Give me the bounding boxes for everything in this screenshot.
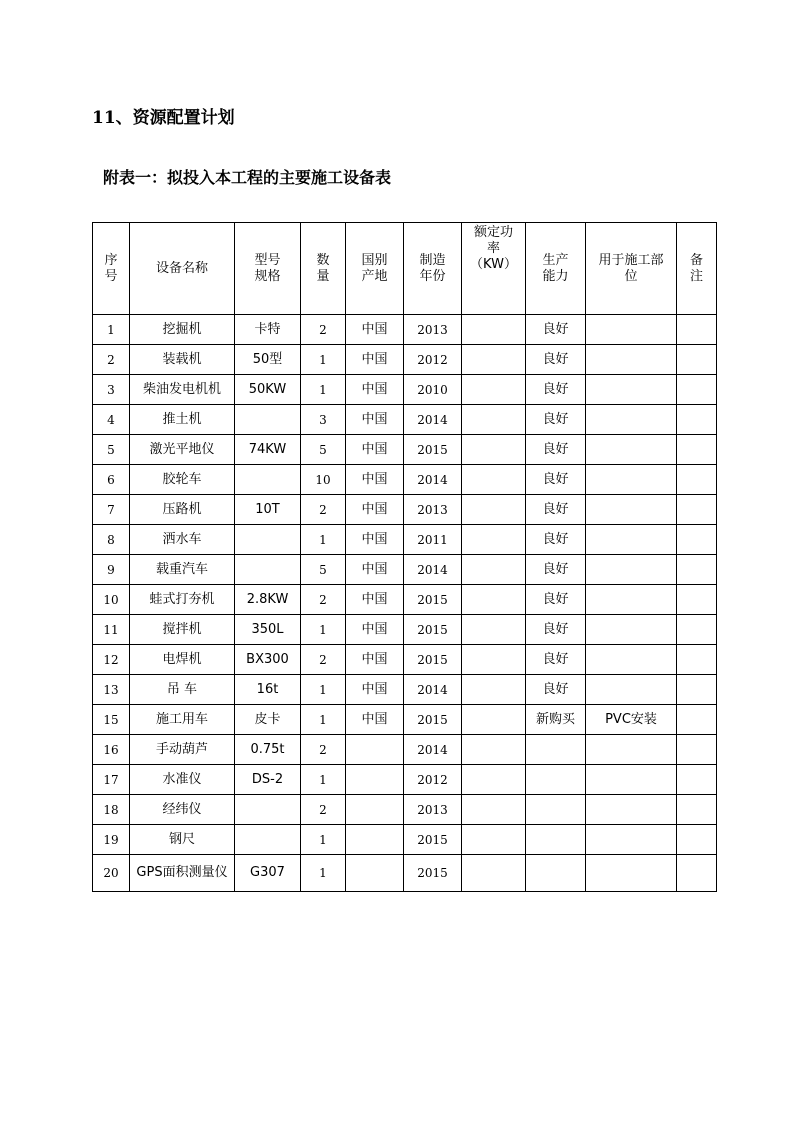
cell-year: 2015 — [404, 645, 462, 675]
cell-origin — [346, 855, 404, 892]
cell-power — [462, 675, 526, 705]
cell-remark — [677, 765, 717, 795]
header-cell-remark: 备 注 — [677, 223, 717, 315]
cell-location — [586, 585, 677, 615]
cell-capacity — [526, 795, 586, 825]
cell-name: 挖掘机 — [130, 315, 235, 345]
cell-origin — [346, 735, 404, 765]
cell-name: 蛙式打夯机 — [130, 585, 235, 615]
cell-location — [586, 615, 677, 645]
cell-location — [586, 795, 677, 825]
cell-name: 胶轮车 — [130, 465, 235, 495]
cell-capacity: 良好 — [526, 615, 586, 645]
cell-remark — [677, 495, 717, 525]
cell-year: 2014 — [404, 735, 462, 765]
cell-location — [586, 495, 677, 525]
header-cell-quantity: 数 量 — [301, 223, 346, 315]
cell-year: 2013 — [404, 795, 462, 825]
header-cell-year: 制造 年份 — [404, 223, 462, 315]
table-row — [93, 465, 717, 495]
cell-model: 74KW — [235, 435, 301, 465]
table-row — [93, 375, 717, 405]
cell-model: 50KW — [235, 375, 301, 405]
cell-origin: 中国 — [346, 705, 404, 735]
header-cell-name: 设备名称 — [130, 223, 235, 315]
table-row — [93, 525, 717, 555]
cell-model — [235, 465, 301, 495]
cell-location — [586, 375, 677, 405]
cell-capacity: 良好 — [526, 585, 586, 615]
cell-index: 16 — [93, 735, 130, 765]
table-row — [93, 555, 717, 585]
cell-quantity: 1 — [301, 345, 346, 375]
cell-name: 搅拌机 — [130, 615, 235, 645]
cell-quantity: 1 — [301, 525, 346, 555]
cell-capacity: 良好 — [526, 345, 586, 375]
cell-power — [462, 645, 526, 675]
cell-quantity: 3 — [301, 405, 346, 435]
cell-capacity: 良好 — [526, 525, 586, 555]
cell-model: 350L — [235, 615, 301, 645]
cell-index: 6 — [93, 465, 130, 495]
cell-capacity: 良好 — [526, 495, 586, 525]
cell-year: 2015 — [404, 705, 462, 735]
cell-index: 15 — [93, 705, 130, 735]
cell-model: 0.75t — [235, 735, 301, 765]
cell-model: 皮卡 — [235, 705, 301, 735]
equipment-table-body — [93, 223, 717, 892]
table-header-row — [93, 223, 717, 315]
equipment-table — [92, 222, 717, 892]
header-cell-model: 型号 规格 — [235, 223, 301, 315]
table-row — [93, 855, 717, 892]
cell-year: 2014 — [404, 555, 462, 585]
cell-location — [586, 825, 677, 855]
cell-origin: 中国 — [346, 525, 404, 555]
table-row — [93, 675, 717, 705]
cell-model: 10T — [235, 495, 301, 525]
cell-remark — [677, 555, 717, 585]
cell-model: DS-2 — [235, 765, 301, 795]
cell-quantity: 2 — [301, 495, 346, 525]
cell-remark — [677, 735, 717, 765]
cell-name: 推土机 — [130, 405, 235, 435]
cell-year: 2015 — [404, 855, 462, 892]
cell-quantity: 10 — [301, 465, 346, 495]
header-cell-index: 序 号 — [93, 223, 130, 315]
header-cell-origin: 国别 产地 — [346, 223, 404, 315]
cell-year: 2015 — [404, 435, 462, 465]
cell-quantity: 1 — [301, 855, 346, 892]
cell-name: 柴油发电机机 — [130, 375, 235, 405]
cell-location — [586, 345, 677, 375]
cell-model — [235, 825, 301, 855]
cell-origin: 中国 — [346, 315, 404, 345]
cell-remark — [677, 465, 717, 495]
cell-capacity: 良好 — [526, 435, 586, 465]
cell-quantity: 1 — [301, 765, 346, 795]
cell-year: 2014 — [404, 405, 462, 435]
cell-power — [462, 735, 526, 765]
cell-name: 吊 车 — [130, 675, 235, 705]
cell-index: 20 — [93, 855, 130, 892]
cell-origin: 中国 — [346, 465, 404, 495]
cell-location — [586, 405, 677, 435]
header-cell-capacity: 生产 能力 — [526, 223, 586, 315]
table-row — [93, 795, 717, 825]
cell-name: GPS面积测量仪 — [130, 855, 235, 892]
table-caption: 附表一：拟投入本工程的主要施工设备表 — [103, 168, 392, 187]
cell-location — [586, 555, 677, 585]
cell-remark — [677, 435, 717, 465]
cell-year: 2012 — [404, 765, 462, 795]
cell-capacity — [526, 855, 586, 892]
cell-quantity: 2 — [301, 645, 346, 675]
cell-year: 2015 — [404, 615, 462, 645]
cell-location — [586, 465, 677, 495]
header-cell-power: 额定功 率 （KW） — [462, 223, 526, 315]
cell-name: 手动葫芦 — [130, 735, 235, 765]
cell-location — [586, 675, 677, 705]
cell-index: 5 — [93, 435, 130, 465]
cell-capacity — [526, 765, 586, 795]
cell-name: 施工用车 — [130, 705, 235, 735]
cell-remark — [677, 855, 717, 892]
cell-location — [586, 315, 677, 345]
cell-location — [586, 855, 677, 892]
cell-remark — [677, 615, 717, 645]
cell-name: 载重汽车 — [130, 555, 235, 585]
table-row — [93, 435, 717, 465]
cell-location — [586, 735, 677, 765]
cell-power — [462, 435, 526, 465]
cell-remark — [677, 675, 717, 705]
cell-location — [586, 645, 677, 675]
cell-capacity: 良好 — [526, 465, 586, 495]
table-row — [93, 495, 717, 525]
cell-index: 9 — [93, 555, 130, 585]
cell-origin: 中国 — [346, 555, 404, 585]
cell-power — [462, 375, 526, 405]
cell-index: 12 — [93, 645, 130, 675]
cell-power — [462, 405, 526, 435]
cell-power — [462, 525, 526, 555]
cell-model — [235, 795, 301, 825]
cell-origin: 中国 — [346, 585, 404, 615]
cell-model — [235, 555, 301, 585]
cell-capacity: 良好 — [526, 375, 586, 405]
cell-remark — [677, 525, 717, 555]
cell-year: 2014 — [404, 465, 462, 495]
cell-remark — [677, 315, 717, 345]
table-row — [93, 585, 717, 615]
cell-origin: 中国 — [346, 495, 404, 525]
cell-model: 50型 — [235, 345, 301, 375]
cell-origin: 中国 — [346, 435, 404, 465]
cell-year: 2013 — [404, 495, 462, 525]
cell-power — [462, 795, 526, 825]
cell-quantity: 2 — [301, 795, 346, 825]
cell-model: 2.8KW — [235, 585, 301, 615]
cell-remark — [677, 375, 717, 405]
cell-capacity: 良好 — [526, 555, 586, 585]
cell-origin: 中国 — [346, 675, 404, 705]
cell-quantity: 1 — [301, 705, 346, 735]
cell-year: 2013 — [404, 315, 462, 345]
cell-capacity: 新购买 — [526, 705, 586, 735]
cell-remark — [677, 705, 717, 735]
cell-capacity: 良好 — [526, 645, 586, 675]
cell-quantity: 1 — [301, 375, 346, 405]
cell-index: 10 — [93, 585, 130, 615]
cell-index: 13 — [93, 675, 130, 705]
cell-origin — [346, 795, 404, 825]
cell-origin: 中国 — [346, 405, 404, 435]
cell-capacity: 良好 — [526, 675, 586, 705]
cell-index: 3 — [93, 375, 130, 405]
cell-quantity: 5 — [301, 435, 346, 465]
cell-name: 钢尺 — [130, 825, 235, 855]
cell-name: 装载机 — [130, 345, 235, 375]
table-row — [93, 315, 717, 345]
cell-quantity: 2 — [301, 735, 346, 765]
cell-year: 2012 — [404, 345, 462, 375]
cell-index: 7 — [93, 495, 130, 525]
cell-index: 4 — [93, 405, 130, 435]
cell-power — [462, 765, 526, 795]
cell-name: 经纬仪 — [130, 795, 235, 825]
cell-year: 2015 — [404, 585, 462, 615]
cell-power — [462, 465, 526, 495]
cell-quantity: 2 — [301, 585, 346, 615]
cell-index: 19 — [93, 825, 130, 855]
cell-year: 2011 — [404, 525, 462, 555]
cell-capacity — [526, 825, 586, 855]
cell-index: 8 — [93, 525, 130, 555]
cell-model — [235, 525, 301, 555]
cell-origin: 中国 — [346, 645, 404, 675]
table-row — [93, 345, 717, 375]
cell-model: 16t — [235, 675, 301, 705]
table-row — [93, 825, 717, 855]
cell-quantity: 1 — [301, 825, 346, 855]
cell-origin: 中国 — [346, 375, 404, 405]
cell-capacity: 良好 — [526, 315, 586, 345]
cell-origin: 中国 — [346, 615, 404, 645]
cell-remark — [677, 795, 717, 825]
table-row — [93, 705, 717, 735]
cell-year: 2014 — [404, 675, 462, 705]
cell-name: 洒水车 — [130, 525, 235, 555]
cell-quantity: 1 — [301, 675, 346, 705]
section-title: 11、资源配置计划 — [92, 108, 235, 128]
cell-name: 激光平地仪 — [130, 435, 235, 465]
cell-index: 11 — [93, 615, 130, 645]
header-cell-location: 用于施工部 位 — [586, 223, 677, 315]
cell-location: PVC安装 — [586, 705, 677, 735]
cell-name: 水准仪 — [130, 765, 235, 795]
cell-location — [586, 765, 677, 795]
cell-location — [586, 525, 677, 555]
cell-power — [462, 585, 526, 615]
cell-power — [462, 705, 526, 735]
cell-index: 1 — [93, 315, 130, 345]
cell-origin — [346, 765, 404, 795]
cell-quantity: 2 — [301, 315, 346, 345]
cell-location — [586, 435, 677, 465]
cell-quantity: 1 — [301, 615, 346, 645]
cell-remark — [677, 645, 717, 675]
cell-remark — [677, 345, 717, 375]
cell-capacity: 良好 — [526, 405, 586, 435]
cell-name: 压路机 — [130, 495, 235, 525]
table-row — [93, 405, 717, 435]
cell-model — [235, 405, 301, 435]
cell-index: 2 — [93, 345, 130, 375]
cell-power — [462, 615, 526, 645]
table-row — [93, 735, 717, 765]
cell-name: 电焊机 — [130, 645, 235, 675]
cell-power — [462, 315, 526, 345]
cell-year: 2010 — [404, 375, 462, 405]
cell-year: 2015 — [404, 825, 462, 855]
cell-capacity — [526, 735, 586, 765]
table-row — [93, 615, 717, 645]
cell-model: 卡特 — [235, 315, 301, 345]
cell-model: G307 — [235, 855, 301, 892]
cell-power — [462, 825, 526, 855]
table-row — [93, 765, 717, 795]
cell-quantity: 5 — [301, 555, 346, 585]
cell-origin: 中国 — [346, 345, 404, 375]
cell-index: 17 — [93, 765, 130, 795]
cell-power — [462, 555, 526, 585]
cell-index: 18 — [93, 795, 130, 825]
cell-origin — [346, 825, 404, 855]
cell-remark — [677, 585, 717, 615]
cell-remark — [677, 825, 717, 855]
cell-power — [462, 345, 526, 375]
cell-model: BX300 — [235, 645, 301, 675]
cell-remark — [677, 405, 717, 435]
cell-power — [462, 495, 526, 525]
cell-power — [462, 855, 526, 892]
table-row — [93, 645, 717, 675]
